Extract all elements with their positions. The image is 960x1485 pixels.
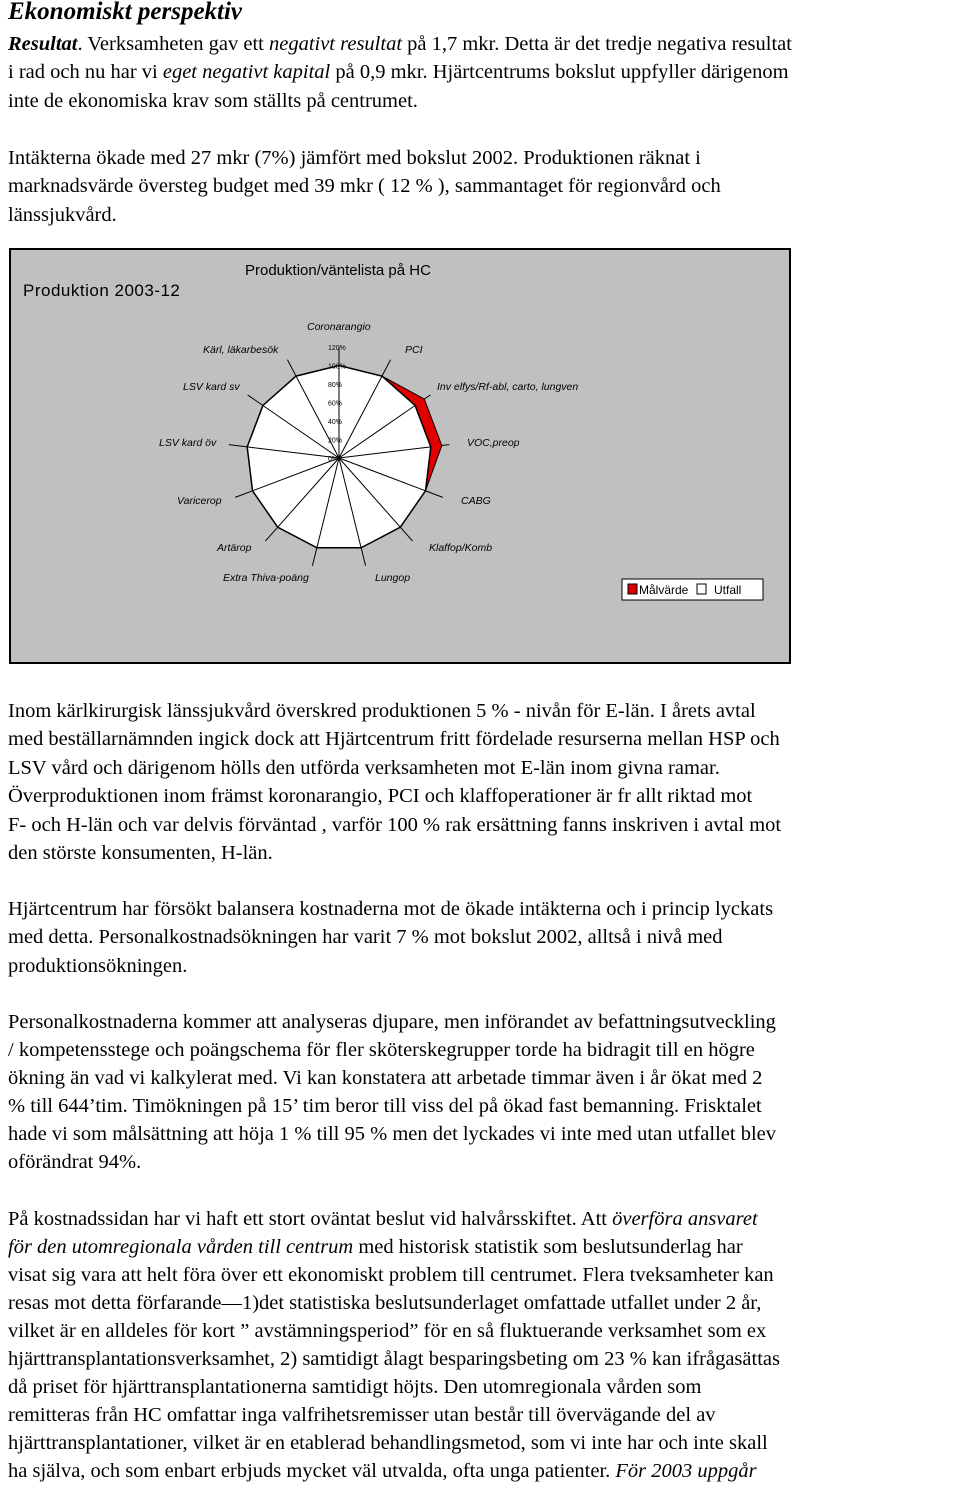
radar-category-label: LSV kard öv — [159, 437, 217, 449]
radar-category-label: Varicerop — [177, 495, 222, 507]
vascular-line: med beställarnämnden ingick dock att Hjärtcentrum fritt fördelade resurserna mellan HSP och — [8, 728, 780, 751]
balance-line: produktionsökningen. — [8, 954, 188, 977]
vascular-line: Inom kärlkirurgisk länssjukvård överskred produktionen 5 % - nivån för E-län. I årets avtal — [8, 700, 756, 722]
costs-text: hjärttransplantationer, vilket är en etablerad behandlingsmetod, som vi inte har och inte skall — [8, 1432, 768, 1454]
chart-main-title: Produktion/väntelista på HC — [245, 262, 431, 279]
personnel-line: ökning än vad vi kalkylerat med. Vi kan konstatera att arbetade timmar även i år ökat med 2 — [8, 1067, 763, 1089]
costs-text: ha själva, och som enbart erbjuds mycket väl utvalda, ofta unga patienter. — [8, 1460, 616, 1482]
costs-text: vilket är en alldeles för kort ” avstämningsperiod” för en så fluktuerande verksamhet som ex — [8, 1320, 767, 1342]
costs-text: remitteras från HC omfattar inga valfrihetsremisser utan består till övervägande del av — [8, 1404, 716, 1426]
personnel-line: oförändrat 94%. — [8, 1151, 142, 1173]
chart-side-title: Produktion 2003-12 — [23, 281, 181, 300]
result-text-a: . Verksamheten gav ett — [77, 33, 269, 55]
costs-emph-2003: För 2003 uppgår — [615, 1460, 757, 1482]
radar-category-label: Kärl, läkarbesök — [203, 344, 279, 356]
radar-tick-label: 120% — [328, 345, 346, 352]
radar-category-label: VOC,preop — [467, 437, 520, 449]
costs-emph-transfer: överföra ansvaret — [612, 1208, 758, 1230]
vascular-line: LSV vård och därigenom hölls den utförda verksamheten mot E-län inom givna ramar. — [8, 756, 720, 779]
radar-tick-label: 60% — [328, 400, 343, 408]
radar-category-label: Extra Thiva-poäng — [223, 572, 309, 584]
personnel-line: / kompetensstege och poängschema för fler sköterskegrupper torde ha bidragit till en högre — [8, 1039, 755, 1061]
costs-text: På kostnadssidan har vi haft ett stort oväntat beslut vid halvårsskiftet. Att — [8, 1208, 613, 1230]
radar-category-label: Coronarangio — [307, 321, 371, 333]
chart-legend — [622, 579, 763, 600]
radar-tick-label: 80% — [328, 382, 343, 389]
paragraph-costs — [8, 1205, 780, 1485]
legend-outcome-swatch — [697, 584, 706, 594]
radar-plot-area — [159, 321, 578, 584]
radar-category-label: Inv elfys/Rf-abl, carto, lungven — [437, 381, 579, 393]
radar-category-label: LSV kard sv — [183, 381, 240, 393]
result-text-c: på 1,7 mkr. Detta är det tredje negativa resultat — [402, 33, 792, 55]
result-text-d: i rad och nu har vi — [8, 61, 163, 84]
production-radar-chart — [9, 248, 791, 664]
vascular-line: den störste konsumenten, H-län. — [8, 842, 273, 865]
radar-category-label: CABG — [461, 495, 491, 507]
costs-text: visat sig vara att helt föra över ett ekonomiskt problem till centrumet. Flera tveksamheter kan — [8, 1264, 774, 1286]
paragraph-income — [8, 144, 721, 229]
radar-tick-label: 40% — [328, 419, 343, 426]
result-emph-capital: eget negativt kapital — [162, 61, 331, 84]
income-line: länssjukvård. — [8, 203, 117, 226]
radar-category-label: Klaffop/Komb — [429, 542, 493, 554]
balance-line: med detta. Personalkostnadsökningen har varit 7 % mot bokslut 2002, alltså i nivå med — [8, 926, 723, 949]
personnel-line: % till 644’tim. Timökningen på 15’ tim beror till viss del på ökad fast bemanning. Frisktalet — [8, 1095, 762, 1117]
radar-svg — [11, 250, 793, 666]
income-line: Intäkterna ökade med 27 mkr (7%) jämfört med bokslut 2002. Produktionen räknat i — [8, 147, 701, 169]
paragraph-personnel — [8, 1008, 776, 1176]
personnel-line: hade vi som målsättning att höja 1 % till 95 % men det lyckades vi inte med utan utfallet blev — [8, 1123, 776, 1145]
costs-text: med historisk statistik som beslutsunderlag har — [353, 1236, 743, 1258]
result-text-g: inte de ekonomiska krav som ställts på centrumet. — [8, 89, 418, 112]
vascular-line: F- och H-län och var delvis förväntad , varför 100 % rak ersättning fanns inskriven i avtal mot — [8, 813, 782, 836]
balance-line: Hjärtcentrum har försökt balansera kostnaderna mot de ökade intäkterna och i princip lyckats — [8, 898, 774, 920]
result-lead: Resultat — [8, 33, 78, 55]
paragraph-vascular — [8, 697, 781, 867]
legend-target-label: Målvärde — [639, 583, 689, 597]
radar-tick-label: 0% — [328, 456, 339, 463]
costs-text: då priset för hjärttransplantationerna samtidigt höjts. Den utomregionala vården som — [8, 1376, 702, 1398]
radar-tick-label: 100% — [328, 363, 346, 371]
legend-outcome-label: Utfall — [714, 583, 742, 597]
result-emph-negative: negativt resultat — [268, 33, 403, 55]
radar-category-label: PCI — [405, 344, 423, 356]
costs-text: hjärttransplantationsverksamhet, 2) samtidigt ålagt besparingsbeting om 23 % kan ifrågasättas — [8, 1348, 780, 1370]
paragraph-result — [8, 30, 792, 115]
costs-text: resas mot detta förfarande—1)det statistiska beslutsunderlaget omfattade utfallet under 2 år, — [8, 1292, 762, 1314]
legend-target-swatch — [628, 584, 637, 594]
page-title: Ekonomiskt perspektiv — [8, 0, 243, 25]
radar-category-label: Artärop — [217, 542, 252, 554]
radar-category-label: Lungop — [375, 572, 411, 584]
vascular-line: Överproduktionen inom främst koronarangio, PCI och klaffoperationer är fr allt riktad mot — [8, 785, 753, 808]
personnel-line: Personalkostnaderna kommer att analyseras djupare, men införandet av befattningsutveckling — [8, 1011, 776, 1033]
paragraph-balance — [8, 895, 773, 980]
costs-emph-centre: för den utomregionala vården till centrum — [8, 1236, 354, 1258]
radar-tick-label: 20% — [328, 437, 343, 445]
income-line: marknadsvärde översteg budget med 39 mkr ( 12 % ), sammantaget för regionvård och — [8, 175, 721, 198]
result-text-f: på 0,9 mkr. Hjärtcentrums bokslut uppfyller därigenom — [330, 61, 789, 84]
